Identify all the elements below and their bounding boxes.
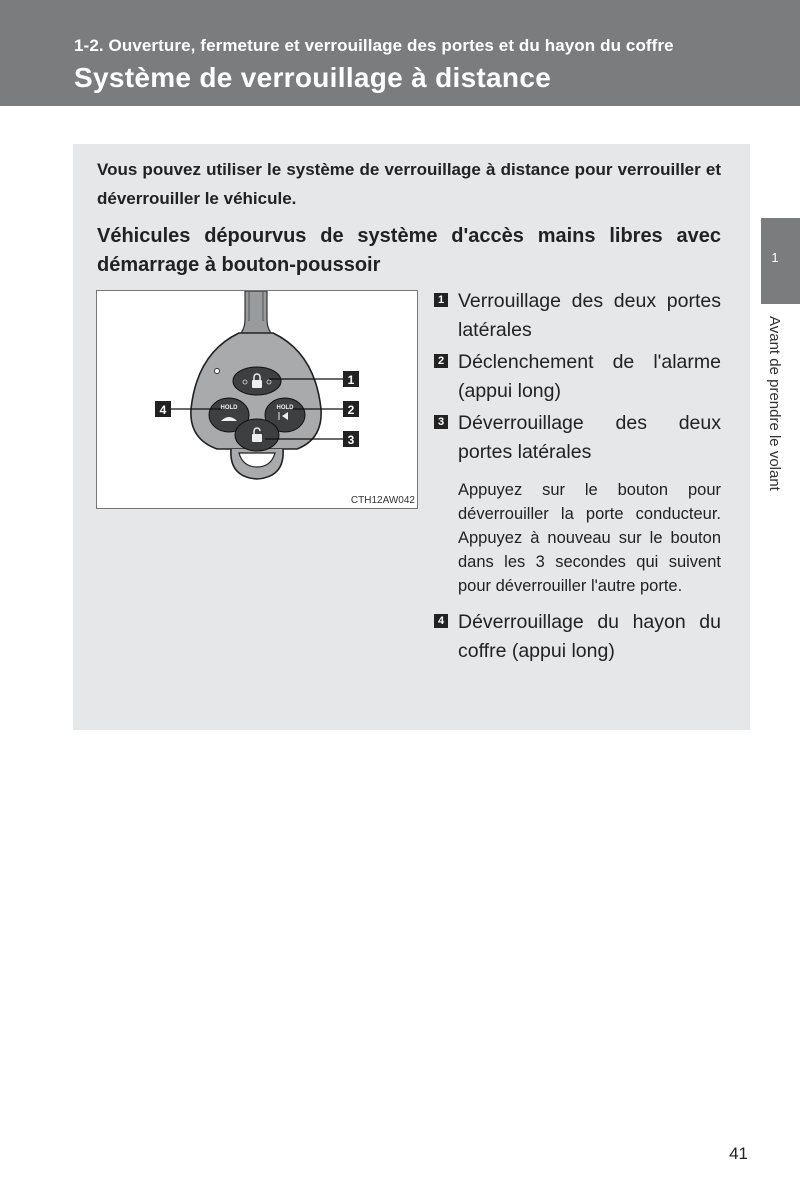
hold-label-right: HOLD xyxy=(276,405,294,411)
chapter-label: Avant de prendre le volant xyxy=(766,316,783,491)
item-text: Déverrouillage du hayon du coffre (appui long) xyxy=(458,611,721,662)
list-item xyxy=(434,409,721,467)
intro-paragraph: Vous pouvez utiliser le système de verrouillage à distance pour verrouiller et déverrouiller le véhicule. xyxy=(97,160,721,208)
chapter-tab xyxy=(761,218,800,304)
unlock-note: Appuyez sur le bouton pour déverrouiller la porte conducteur. Appuyez à nouveau sur le bouton dans les 3 secondes qui suivent pour déverrouiller l'autre porte. xyxy=(458,481,721,595)
item-text: Déverrouillage des deux portes latérales xyxy=(458,412,721,463)
page-number: 41 xyxy=(729,1144,748,1163)
subheading: Véhicules dépourvus de système d'accès mains libres avec démarrage à bouton-poussoir xyxy=(97,225,721,276)
item-number-badge: 1 xyxy=(434,293,448,307)
item-number-badge: 4 xyxy=(434,614,448,628)
hold-label-left: HOLD xyxy=(220,405,238,411)
item-number-badge: 3 xyxy=(434,415,448,429)
list-item xyxy=(434,348,721,406)
callout-1: 1 xyxy=(347,373,355,387)
key-fob-illustration xyxy=(97,291,417,508)
list-item xyxy=(434,287,721,345)
item-text: Verrouillage des deux portes latérales xyxy=(458,290,721,341)
page-title: Système de verrouillage à distance xyxy=(74,62,552,93)
content-box xyxy=(73,144,750,730)
callout-3: 3 xyxy=(347,433,355,447)
item-text: Déclenchement de l'alarme (appui long) xyxy=(458,351,721,402)
key-fob-figure xyxy=(96,290,418,509)
chapter-number: 1 xyxy=(771,250,779,265)
callout-4: 4 xyxy=(159,403,167,417)
figure-code: CTH12AW042 xyxy=(350,495,415,506)
item-number-badge: 2 xyxy=(434,354,448,368)
callout-2: 2 xyxy=(347,403,355,417)
section-heading: 1-2. Ouverture, fermeture et verrouillage des portes et du hayon du coffre xyxy=(74,36,674,55)
page-header xyxy=(0,0,800,106)
function-list xyxy=(434,287,721,669)
list-item xyxy=(434,608,721,666)
